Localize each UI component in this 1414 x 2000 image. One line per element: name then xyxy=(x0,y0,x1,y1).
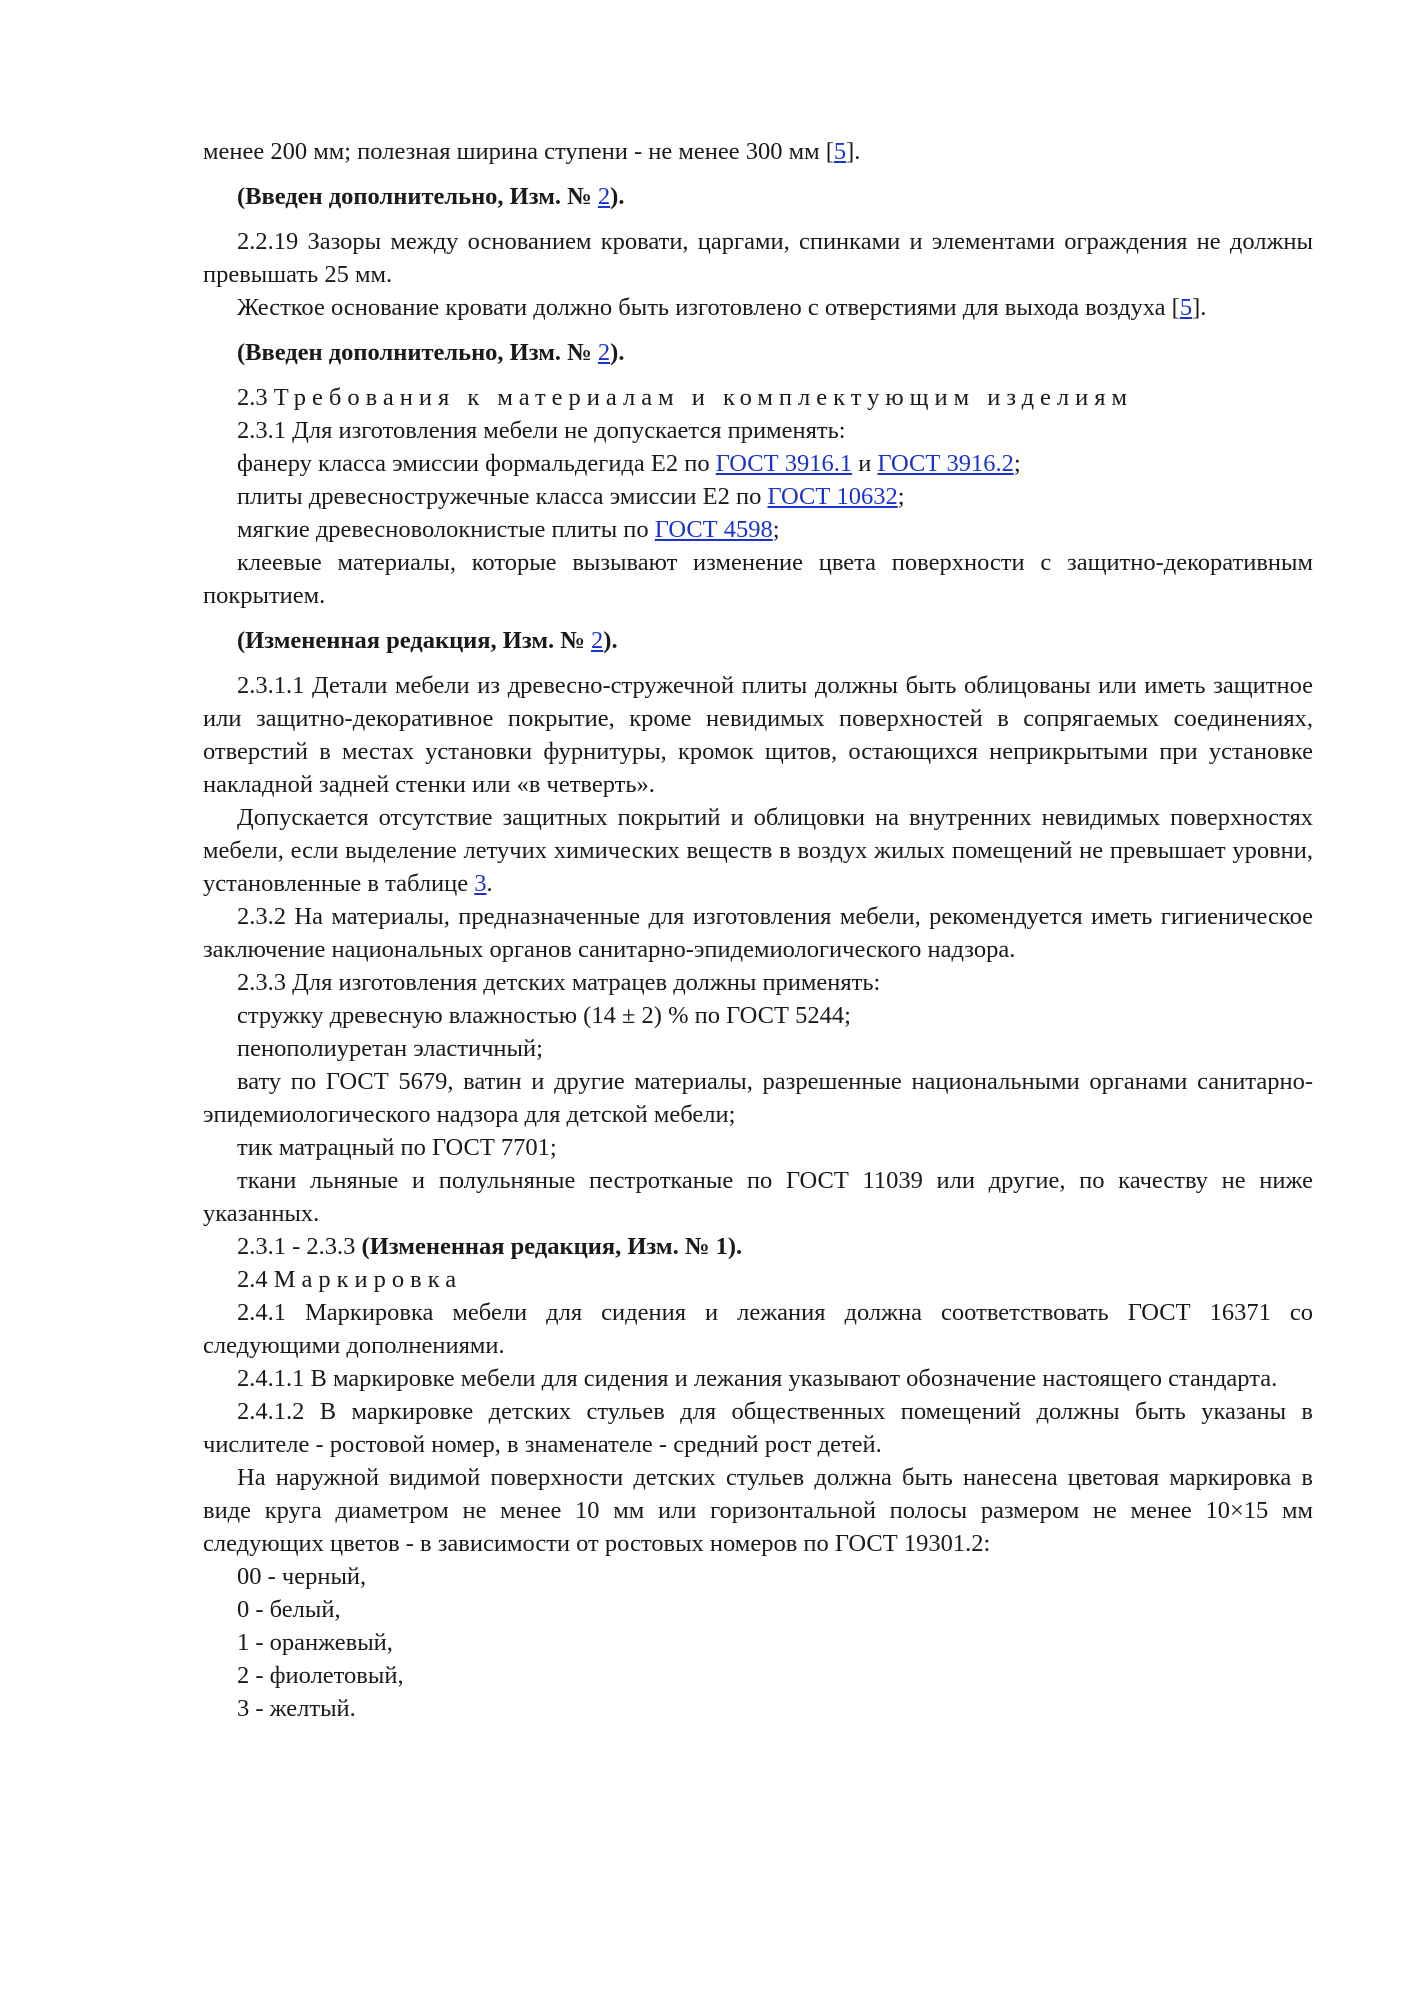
document-page xyxy=(203,135,1313,1725)
color-list-item: 3 - желтый. xyxy=(237,1695,356,1722)
amendment-note: (Введен дополнительно, Изм. № 2). xyxy=(237,339,625,366)
list-item-fiberboard: мягкие древесноволокнистые плиты по ГОСТ 4598; xyxy=(237,516,780,543)
list-item-plywood: фанеру класса эмиссии формальдегида Е2 по ГОСТ 3916.1 и ГОСТ 3916.2; xyxy=(237,450,1021,477)
clause-2-4-1-2: 2.4.1.2 В маркировке детских стульев для общественных помещений должны быть указаны в числителе - ростовой номер, в знаменателе - средний рост детей. xyxy=(203,1398,1313,1458)
amendment-note: 2.3.1 - 2.3.3 (Измененная редакция, Изм. № 1). xyxy=(237,1233,743,1260)
list-item-cotton-wool: вату по ГОСТ 5679, ватин и другие материалы, разрешенные национальными органами санитарно-эпидемиологического надзора для детской мебели; xyxy=(203,1068,1313,1128)
color-list-item: 1 - оранжевый, xyxy=(237,1629,393,1656)
paragraph-coating-exception: Допускается отсутствие защитных покрытий и облицовки на внутренних невидимых поверхностях мебели, если выделение летучих химических веществ в воздух жилых помещений не превышает уровни, установленные в таблице 3. xyxy=(203,804,1313,897)
reference-link-5[interactable]: 5 xyxy=(1179,294,1193,321)
reference-link-5[interactable]: 5 xyxy=(833,138,847,165)
list-item-polyurethane: пенополиуретан эластичный; xyxy=(237,1035,543,1062)
list-item-ticking: тик матрацный по ГОСТ 7701; xyxy=(237,1134,557,1161)
color-list-item: 0 - белый, xyxy=(237,1596,341,1623)
section-heading-2-3: 2.3 Требования к материалам и комплектующим изделиям xyxy=(237,384,1134,411)
paragraph-stairs: менее 200 мм; полезная ширина ступени - не менее 300 мм [5]. xyxy=(203,138,861,165)
section-heading-2-4: 2.4 Маркировка xyxy=(237,1266,463,1293)
table-link-3[interactable]: 3 xyxy=(474,870,487,897)
color-list-item: 2 - фиолетовый, xyxy=(237,1662,404,1689)
clause-2-3-1-1: 2.3.1.1 Детали мебели из древесно-стружечной плиты должны быть облицованы или иметь защитное или защитно-декоративное покрытие, кроме невидимых поверхностей в сопрягаемых соединениях, отверстий в местах установки фурнитуры, кромок щитов, остающихся неприкрытыми при установке накладной задней стенки или «в четверть». xyxy=(203,672,1313,798)
amendment-link-2[interactable]: 2 xyxy=(591,627,604,654)
amendment-link-2[interactable]: 2 xyxy=(597,339,611,366)
clause-2-4-1: 2.4.1 Маркировка мебели для сидения и лежания должна соответствовать ГОСТ 16371 со следующими дополнениями. xyxy=(203,1299,1313,1359)
paragraph-bed-base: Жесткое основание кровати должно быть изготовлено с отверстиями для выхода воздуха [5]. xyxy=(237,294,1207,321)
clause-2-2-19: 2.2.19 Зазоры между основанием кровати, царгами, спинками и элементами ограждения не должны превышать 25 мм. xyxy=(203,228,1313,288)
color-list-item: 00 - черный, xyxy=(237,1563,367,1590)
amendment-note: (Введен дополнительно, Изм. № 2). xyxy=(237,183,625,210)
list-item-fabrics: ткани льняные и полульняные пестротканые по ГОСТ 11039 или другие, по качеству не ниже указанных. xyxy=(203,1167,1313,1227)
gost-link-4598[interactable]: ГОСТ 4598 xyxy=(654,516,773,543)
clause-2-3-3: 2.3.3 Для изготовления детских матрацев должны применять: xyxy=(237,969,881,996)
clause-2-4-1-1: 2.4.1.1 В маркировке мебели для сидения и лежания указывают обозначение настоящего стандарта. xyxy=(237,1365,1278,1392)
amendment-link-2[interactable]: 2 xyxy=(597,183,611,210)
gost-link-3916-1[interactable]: ГОСТ 3916.1 xyxy=(715,450,853,477)
gost-link-3916-2[interactable]: ГОСТ 3916.2 xyxy=(877,450,1014,477)
clause-2-3-1: 2.3.1 Для изготовления мебели не допускается применять: xyxy=(237,417,846,444)
list-item-particleboard: плиты древесностружечные класса эмиссии Е2 по ГОСТ 10632; xyxy=(237,483,905,510)
paragraph-color-marking: На наружной видимой поверхности детских стульев должна быть нанесена цветовая маркировка в виде круга диаметром не менее 10 мм или горизонтальной полосы размером не менее 10×15 мм следующих цветов - в зависимости от ростовых номеров по ГОСТ 19301.2: xyxy=(203,1464,1313,1557)
amendment-note: (Измененная редакция, Изм. № 2). xyxy=(237,627,618,654)
list-item-adhesives: клеевые материалы, которые вызывают изменение цвета поверхности с защитно-декоративным покрытием. xyxy=(203,549,1313,609)
clause-2-3-2: 2.3.2 На материалы, предназначенные для изготовления мебели, рекомендуется иметь гигиеническое заключение национальных органов санитарно-эпидемиологического надзора. xyxy=(203,903,1313,963)
list-item-wood-shavings: стружку древесную влажностью (14 ± 2) % по ГОСТ 5244; xyxy=(237,1002,851,1029)
gost-link-10632[interactable]: ГОСТ 10632 xyxy=(767,483,898,510)
